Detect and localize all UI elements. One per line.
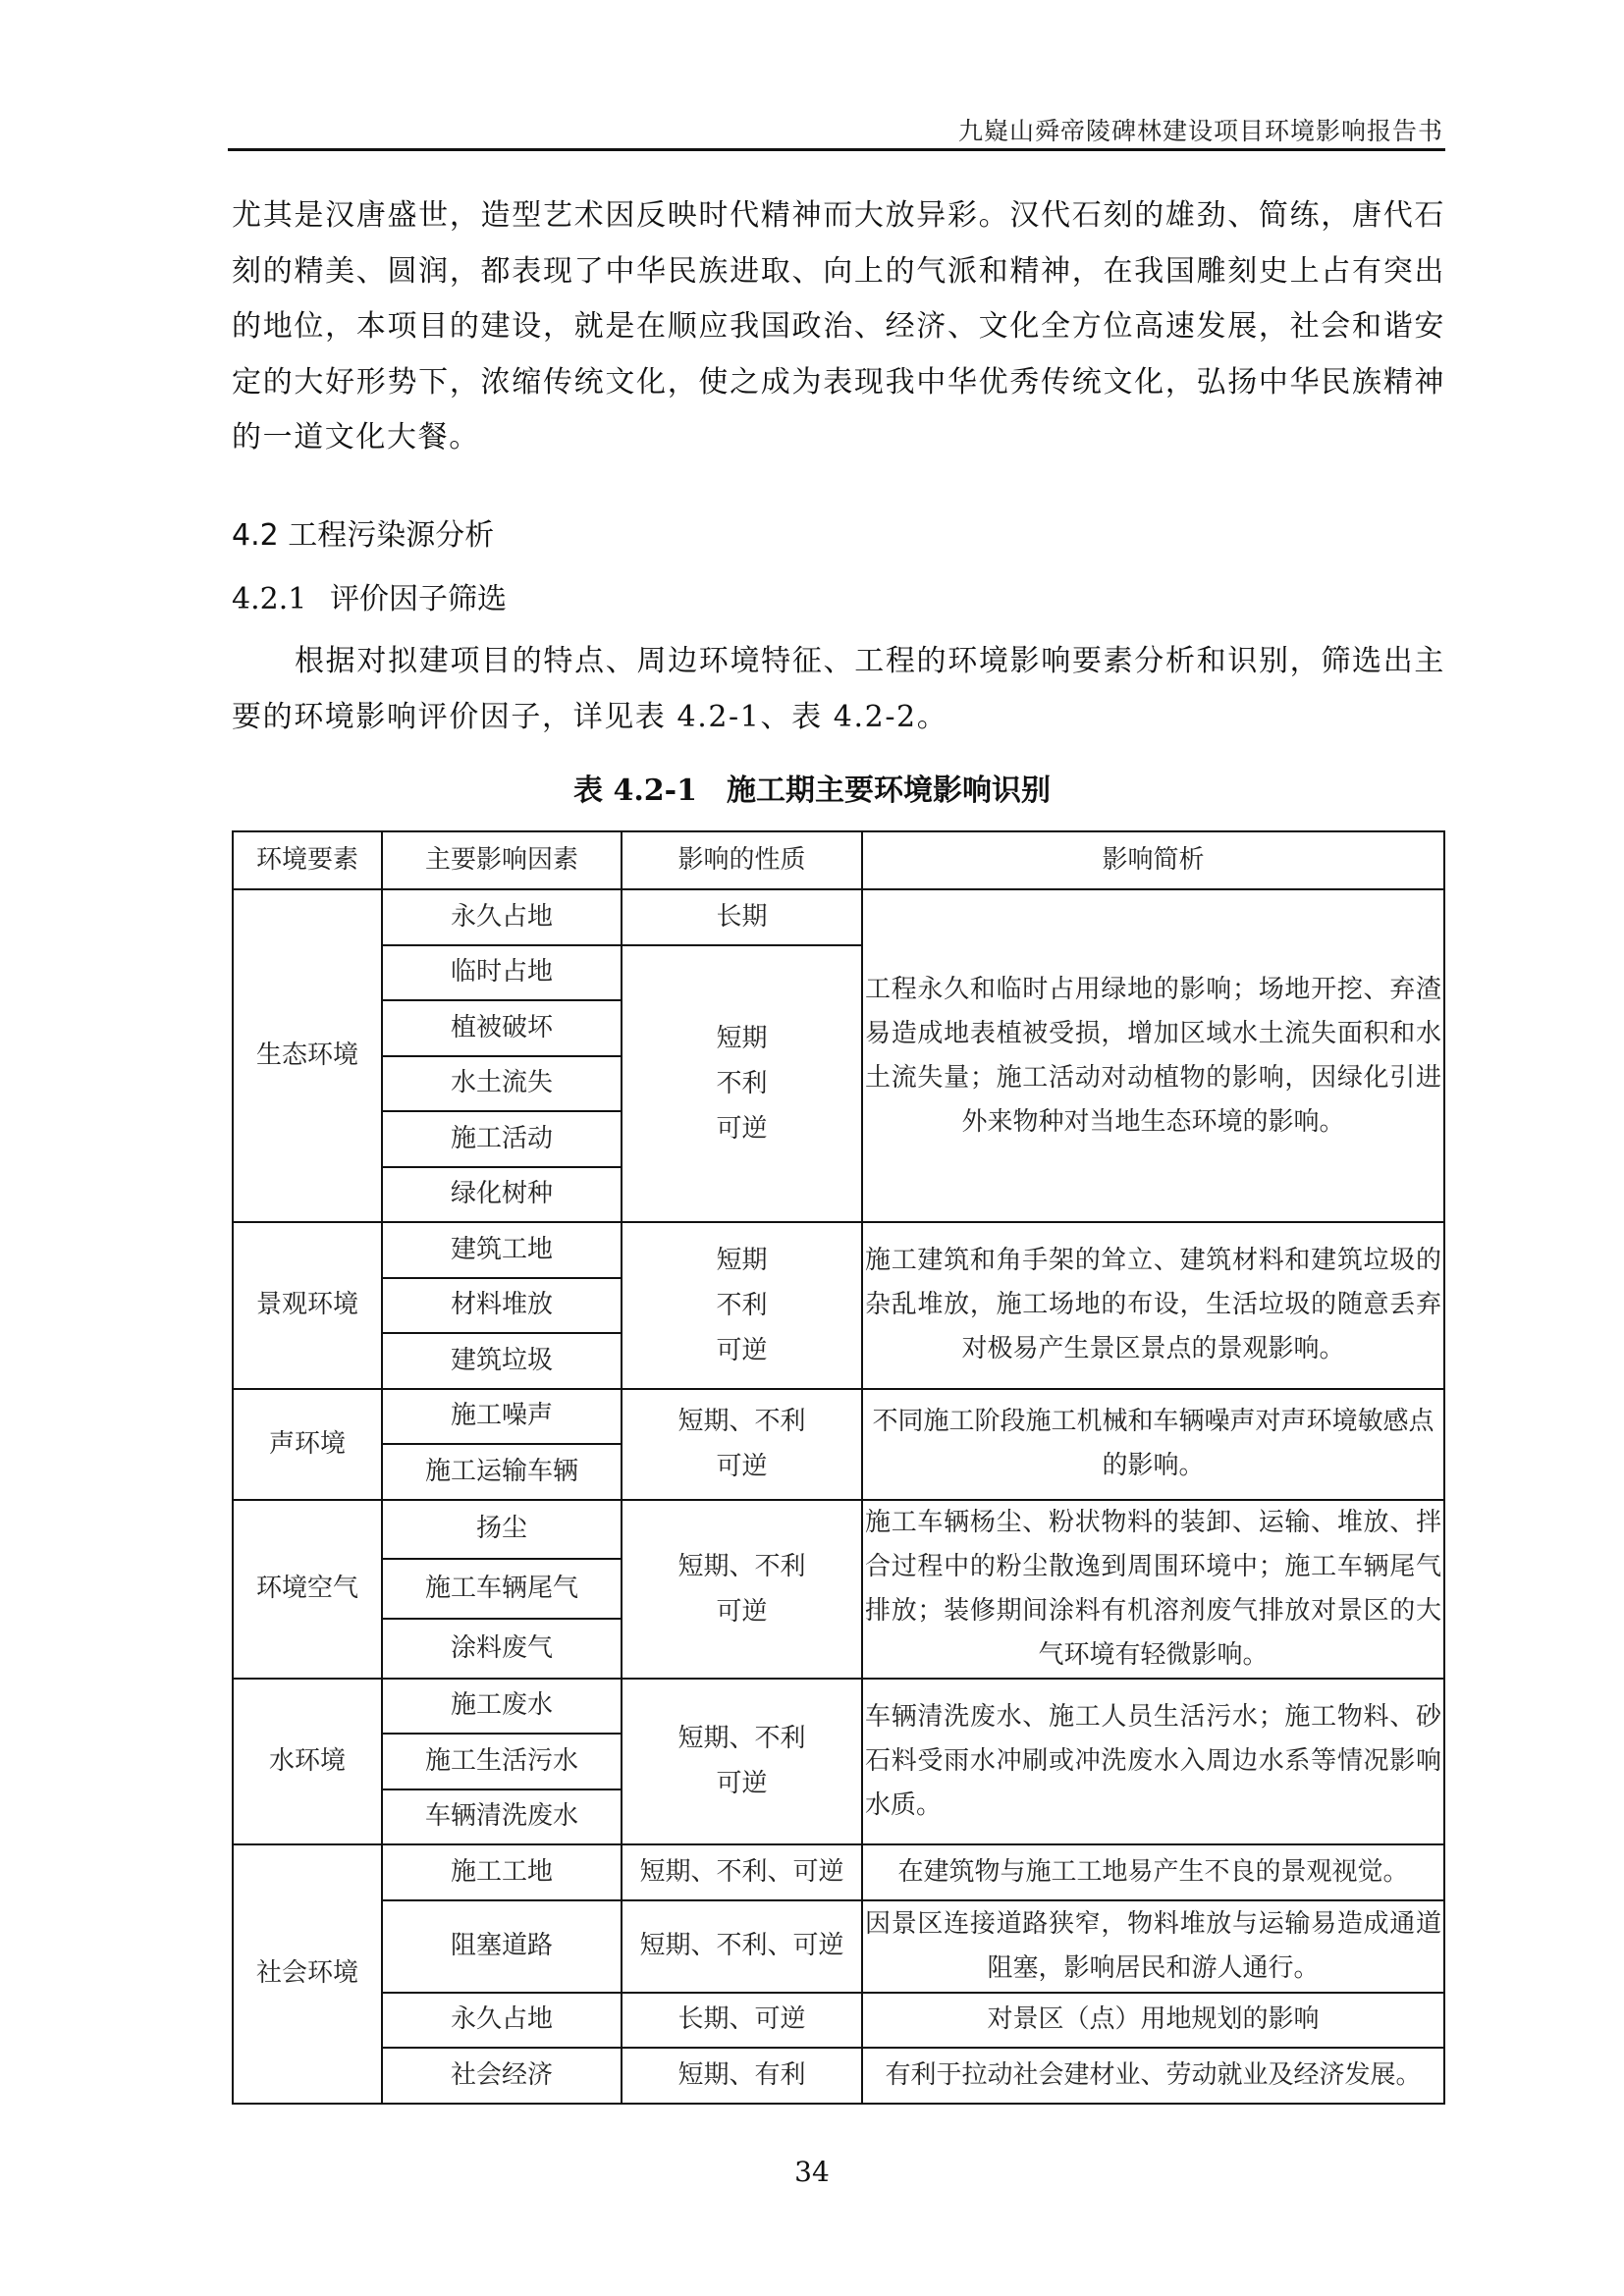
header-cell: 影响简析: [862, 831, 1444, 889]
nature-line: 可逆: [716, 1769, 768, 1799]
nature-cell: [622, 1222, 862, 1389]
factor-cell: 扬尘: [382, 1500, 622, 1560]
factor-cell: 施工运输车辆: [382, 1444, 622, 1500]
element-cell: 环境空气: [233, 1500, 382, 1679]
factor-cell: 永久占地: [382, 889, 622, 945]
analysis-cell: 工程永久和临时占用绿地的影响；场地开挖、弃渣易造成地表植被受损，增加区域水土流失面积和水土流失量；施工活动对动植物的影响，因绿化引进外来物种对当地生态环境的影响。: [862, 889, 1444, 1222]
nature-cell: [622, 945, 862, 1223]
table-caption-number: 表 4.2-1: [573, 774, 697, 808]
factor-cell: 材料堆放: [382, 1278, 622, 1334]
nature-line: 短期: [716, 1023, 768, 1053]
nature-line: 短期、不利: [677, 1407, 806, 1436]
factor-cell: 建筑垃圾: [382, 1333, 622, 1389]
element-cell: 声环境: [233, 1389, 382, 1500]
table-row: [233, 1500, 1444, 1560]
header-cell: 主要影响因素: [382, 831, 622, 889]
nature-line: 不利: [716, 1290, 768, 1320]
analysis-cell: 在建筑物与施工工地易产生不良的景观视觉。: [862, 1844, 1444, 1900]
nature-line: 可逆: [716, 1596, 768, 1627]
section-heading-4-2-1: [232, 574, 507, 617]
header-cell: 影响的性质: [622, 831, 862, 889]
header-divider: [228, 148, 1445, 151]
factor-cell: 植被破坏: [382, 1000, 622, 1056]
nature-line: 短期、不利: [677, 1551, 806, 1581]
header-cell: 环境要素: [233, 831, 382, 889]
factor-cell: 绿化树种: [382, 1167, 622, 1223]
intro-paragraph: 尤其是汉唐盛世，造型艺术因反映时代精神而大放异彩。汉代石刻的雄劲、简练，唐代石刻的精美、圆润，都表现了中华民族进取、向上的气派和精神，在我国雕刻史上占有突出的地位，本项目的建设，就是在顺应我国政治、经济、文化全方位高速发展，社会和谐安定的大好形势下，浓缩传统文化，使之成为表现我中华优秀传统文化，弘扬中华民族精神的一道文化大餐。: [232, 198, 1445, 454]
element-cell: 景观环境: [233, 1222, 382, 1389]
nature-line: 短期、不利: [677, 1724, 806, 1754]
nature-cell: 长期、可逆: [622, 1993, 862, 2049]
table-caption-title: 施工期主要环境影响识别: [726, 774, 1051, 808]
nature-line: 不利: [716, 1068, 768, 1098]
nature-cell: [622, 1389, 862, 1500]
nature-cell: [622, 1679, 862, 1845]
analysis-cell: 施工建筑和角手架的耸立、建筑材料和建筑垃圾的杂乱堆放，施工场地的布设，生活垃圾的随意丢弃对极易产生景区景点的景观影响。: [862, 1222, 1444, 1389]
nature-cell: 短期、不利、可逆: [622, 1900, 862, 1993]
factor-cell: 建筑工地: [382, 1222, 622, 1278]
nature-cell: 短期、不利、可逆: [622, 1844, 862, 1900]
factor-cell: 阻塞道路: [382, 1900, 622, 1993]
factor-cell: 施工生活污水: [382, 1734, 622, 1789]
table-row: [233, 1993, 1444, 2049]
section-title: 评价因子筛选: [330, 582, 507, 616]
analysis-cell: 对景区（点）用地规划的影响: [862, 1993, 1444, 2049]
nature-cell: 长期: [622, 889, 862, 945]
factor-cell: 永久占地: [382, 1993, 622, 2049]
factor-cell: 施工车辆尾气: [382, 1559, 622, 1619]
factor-cell: 车辆清洗废水: [382, 1789, 622, 1845]
element-cell: 生态环境: [233, 889, 382, 1222]
analysis-cell: 不同施工阶段施工机械和车辆噪声对声环境敏感点的影响。: [862, 1389, 1444, 1500]
nature-line: 可逆: [716, 1452, 768, 1481]
nature-cell: [622, 1500, 862, 1679]
table-row: [233, 1844, 1444, 1900]
table-row: [233, 1389, 1444, 1445]
factor-cell: 施工噪声: [382, 1389, 622, 1445]
element-cell: 水环境: [233, 1679, 382, 1845]
table-caption: [0, 766, 1624, 809]
factor-cell: 施工活动: [382, 1111, 622, 1167]
analysis-cell: 车辆清洗废水、施工人员生活污水；施工物料、砂石料受雨水冲刷或冲洗废水入周边水系等情况影响水质。: [862, 1679, 1444, 1845]
nature-cell: 短期、有利: [622, 2048, 862, 2104]
table-header-row: [233, 831, 1444, 889]
screening-paragraph: 根据对拟建项目的特点、周边环境特征、工程的环境影响要素分析和识别，筛选出主要的环境影响评价因子，详见表 4.2-1、表 4.2-2。: [232, 644, 1445, 734]
factor-cell: 施工废水: [382, 1679, 622, 1735]
table-row: [233, 2048, 1444, 2104]
nature-line: 可逆: [716, 1335, 768, 1365]
page-number: 34: [794, 2156, 830, 2188]
factor-cell: 水土流失: [382, 1056, 622, 1112]
table-row: [233, 1900, 1444, 1993]
analysis-cell: 因景区连接道路狭窄，物料堆放与运输易造成通道阻塞，影响居民和游人通行。: [862, 1900, 1444, 1993]
section-heading-4-2: 4.2 工程污染源分析: [232, 518, 495, 553]
element-cell: 社会环境: [233, 1844, 382, 2104]
analysis-cell: 施工车辆杨尘、粉状物料的装卸、运输、堆放、拌合过程中的粉尘散逸到周围环境中；施工车辆尾气排放；装修期间涂料有机溶剂废气排放对景区的大气环境有轻微影响。: [862, 1500, 1444, 1679]
factor-cell: 施工工地: [382, 1844, 622, 1900]
nature-line: 短期: [716, 1245, 768, 1275]
factor-cell: 社会经济: [382, 2048, 622, 2104]
analysis-cell: 有利于拉动社会建材业、劳动就业及经济发展。: [862, 2048, 1444, 2104]
factor-cell: 涂料废气: [382, 1619, 622, 1679]
document-title: 九嶷山舜帝陵碑林建设项目环境影响报告书: [957, 117, 1443, 145]
table-row: [233, 1679, 1444, 1735]
table-row: [233, 1222, 1444, 1278]
factor-cell: 临时占地: [382, 945, 622, 1001]
section-number: 4.2.1: [232, 582, 307, 616]
table-row: [233, 889, 1444, 945]
impact-identification-table: [232, 830, 1445, 2105]
nature-line: 可逆: [716, 1113, 768, 1144]
